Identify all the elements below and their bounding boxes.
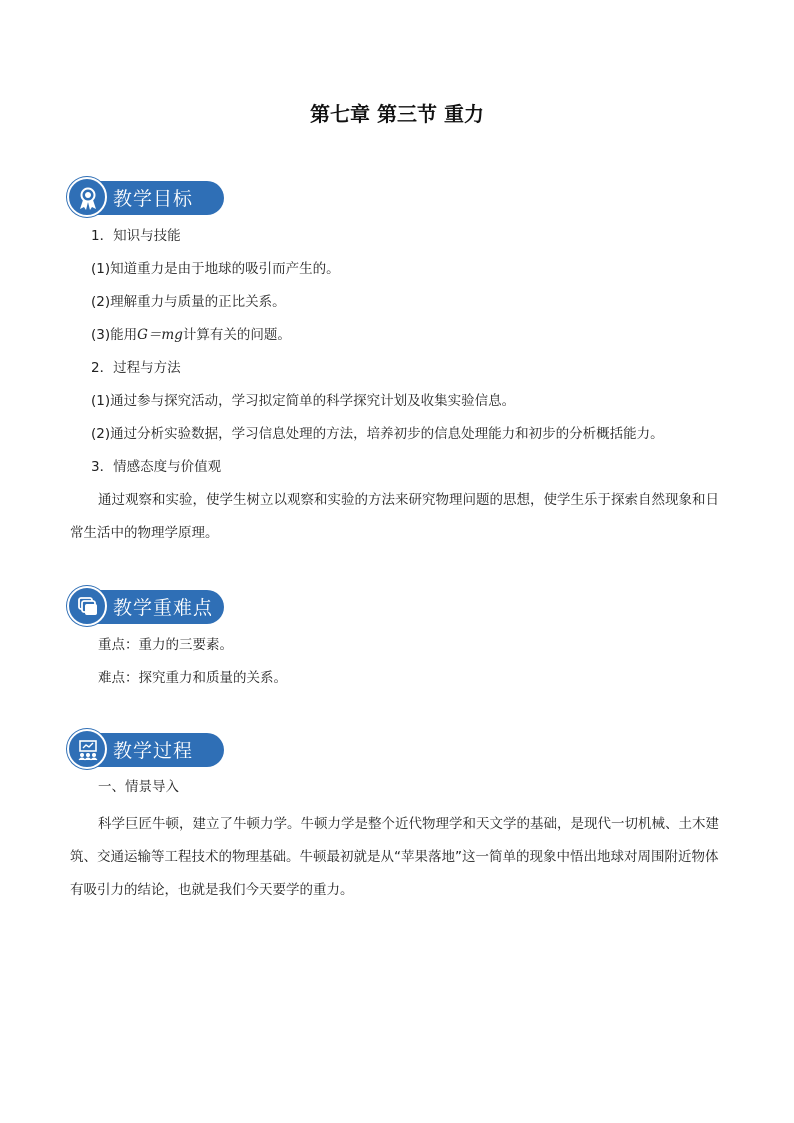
keypoint-focus: 重点：重力的三要素。 (98, 637, 233, 653)
goal-paragraph-text: 通过观察和实验，使学生树立以观察和实验的方法来研究物理问题的思想，使学生乐于探索自然现象和日常生活中的物理学原理。 (70, 492, 719, 541)
banner-circle (67, 729, 107, 769)
goal-line-4 (91, 319, 731, 352)
goal-line-2: (1)知道重力是由于地球的吸引而产生的。 (91, 261, 340, 277)
goal-line-4-tail: 计算有关的问题。 (182, 327, 291, 343)
banner-label: 教学过程 (113, 740, 194, 762)
page-title: 第七章 第三节 重力 (310, 102, 484, 126)
section-banner-process (67, 729, 224, 769)
section-banner-goals (67, 177, 224, 217)
process-paragraph-text: 科学巨匠牛顿，建立了牛顿力学。牛顿力学是整个近代物理学和天文学的基础，是现代一切机械、土木建筑、交通运输等工程技术的物理基础。牛顿最初就是从“苹果落地”这一简单的现象中悟出地球对周围附近物体有吸引力的结论，也就是我们今天要学的重力。 (70, 816, 719, 898)
goal-line-3: (2)理解重力与质量的正比关系。 (91, 294, 286, 310)
goal-line-1: 1．知识与技能 (91, 228, 181, 244)
banner-label: 教学目标 (113, 188, 194, 210)
goal-line-6: (1)通过参与探究活动，学习拟定简单的科学探究计划及收集实验信息。 (91, 393, 516, 409)
banner-circle (67, 177, 107, 217)
goal-line-5: 2．过程与方法 (91, 360, 181, 376)
banner-circle (67, 586, 107, 626)
process-heading: 一、情景导入 (98, 779, 179, 795)
keypoint-difficulty: 难点：探究重力和质量的关系。 (98, 670, 287, 686)
goal-line-7: (2)通过分析实验数据，学习信息处理的方法，培养初步的信息处理能力和初步的分析概括能力。 (91, 426, 664, 442)
formula: G＝mg (137, 327, 183, 343)
process-paragraph (70, 808, 724, 907)
goal-line-8: 3．情感态度与价值观 (91, 459, 222, 475)
banner-label: 教学重难点 (113, 597, 214, 619)
section-banner-keypoints (67, 586, 224, 626)
goal-paragraph (70, 484, 724, 550)
goal-line-4-prefix: (3)能用 (91, 327, 138, 343)
